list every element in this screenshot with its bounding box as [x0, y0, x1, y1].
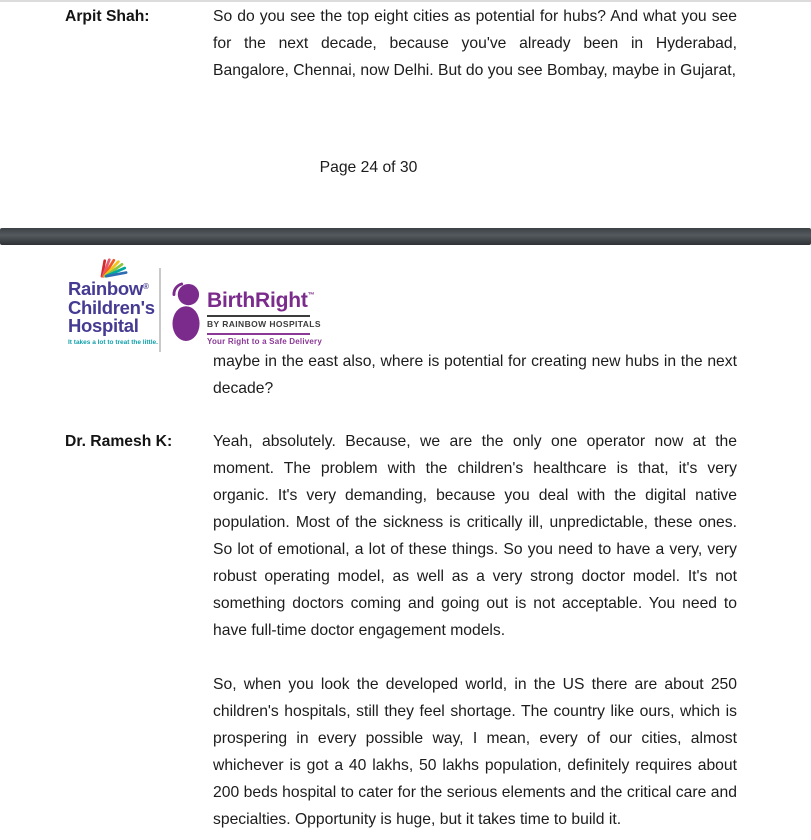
logo-divider-line: [159, 268, 161, 352]
text-line: whichever is got a 40 lakhs, 50 lakhs population, definitely requires about: [213, 757, 737, 774]
text-line: specialties. Opportunity is huge, but it takes time to build it.: [213, 811, 622, 828]
hospital-word: Hospital: [68, 315, 139, 336]
rainbow-logo-name: [68, 278, 156, 299]
text-line: have full-time doctor engagement models.: [213, 622, 506, 639]
text-line: for the next decade, because you've already been in Hyderabad,: [213, 35, 737, 52]
paragraph-continuation: [213, 348, 737, 402]
rainbow-childrens-hospital-logo: [68, 258, 156, 346]
text-line: moment. The problem with the children's healthcare is that, it's very: [213, 460, 737, 477]
birthright-word: BirthRight: [207, 289, 308, 312]
birthright-logo: [207, 285, 323, 346]
speaker-label: Dr. Ramesh K:: [65, 433, 173, 450]
paragraph: [213, 3, 737, 84]
text-line: Yeah, absolutely. Because, we are the only one operator now at the: [213, 433, 737, 450]
page-separator-bar: [0, 228, 811, 245]
text-line: maybe in the east also, where is potential for creating new hubs in the next: [213, 353, 737, 370]
birthright-byline: BY RAINBOW HOSPITALS: [207, 315, 310, 329]
text-line: So do you see the top eight cities as potential for hubs? And what you see: [213, 8, 737, 25]
text-line: So, when you look the developed world, in the US there are about 250: [213, 676, 737, 693]
text-line: something doctors coming and going out is not acceptable. You need to: [213, 595, 737, 612]
text-line: robust operating model, as well as a very strong doctor model. It's not: [213, 568, 737, 585]
text-line: prospering in every possible way, I mean, every of our cities, almost: [213, 730, 737, 747]
paragraph: [213, 671, 737, 833]
birthright-tagline: Your Right to a Safe Delivery: [207, 333, 310, 346]
birthright-logo-name: [207, 285, 314, 311]
page-top-edge-line: [0, 0, 811, 2]
rainbow-fan-icon: [96, 258, 128, 278]
text-line: So lot of emotional, a lot of these things. So you need to have a very, very: [213, 541, 737, 558]
childrens-word: Children's: [68, 296, 155, 318]
letterhead: [68, 258, 323, 352]
birthright-figure-icon: [172, 282, 201, 342]
text-line: population. Most of the sickness is critically ill, unpredictable, these ones.: [213, 514, 737, 531]
text-line: organic. It's very demanding, because you deal with the digital native: [213, 487, 737, 504]
text-line: Bangalore, Chennai, now Delhi. But do you see Bombay, maybe in Gujarat,: [213, 62, 736, 79]
text-line: 200 beds hospital to cater for the serious elements and the critical care and: [213, 784, 737, 801]
rainbow-tagline: It takes a lot to treat the little.: [68, 338, 158, 346]
page-number-footer: Page 24 of 30: [319, 159, 418, 176]
text-line: children's hospitals, still they feel shortage. The country like ours, which is: [213, 703, 737, 720]
paragraph: [213, 428, 737, 644]
registered-mark: ®: [142, 282, 149, 291]
text-line: decade?: [213, 380, 274, 397]
trademark-mark: ™: [307, 292, 315, 299]
rainbow-word: Rainbow: [68, 278, 143, 299]
speaker-label: Arpit Shah:: [65, 8, 150, 25]
